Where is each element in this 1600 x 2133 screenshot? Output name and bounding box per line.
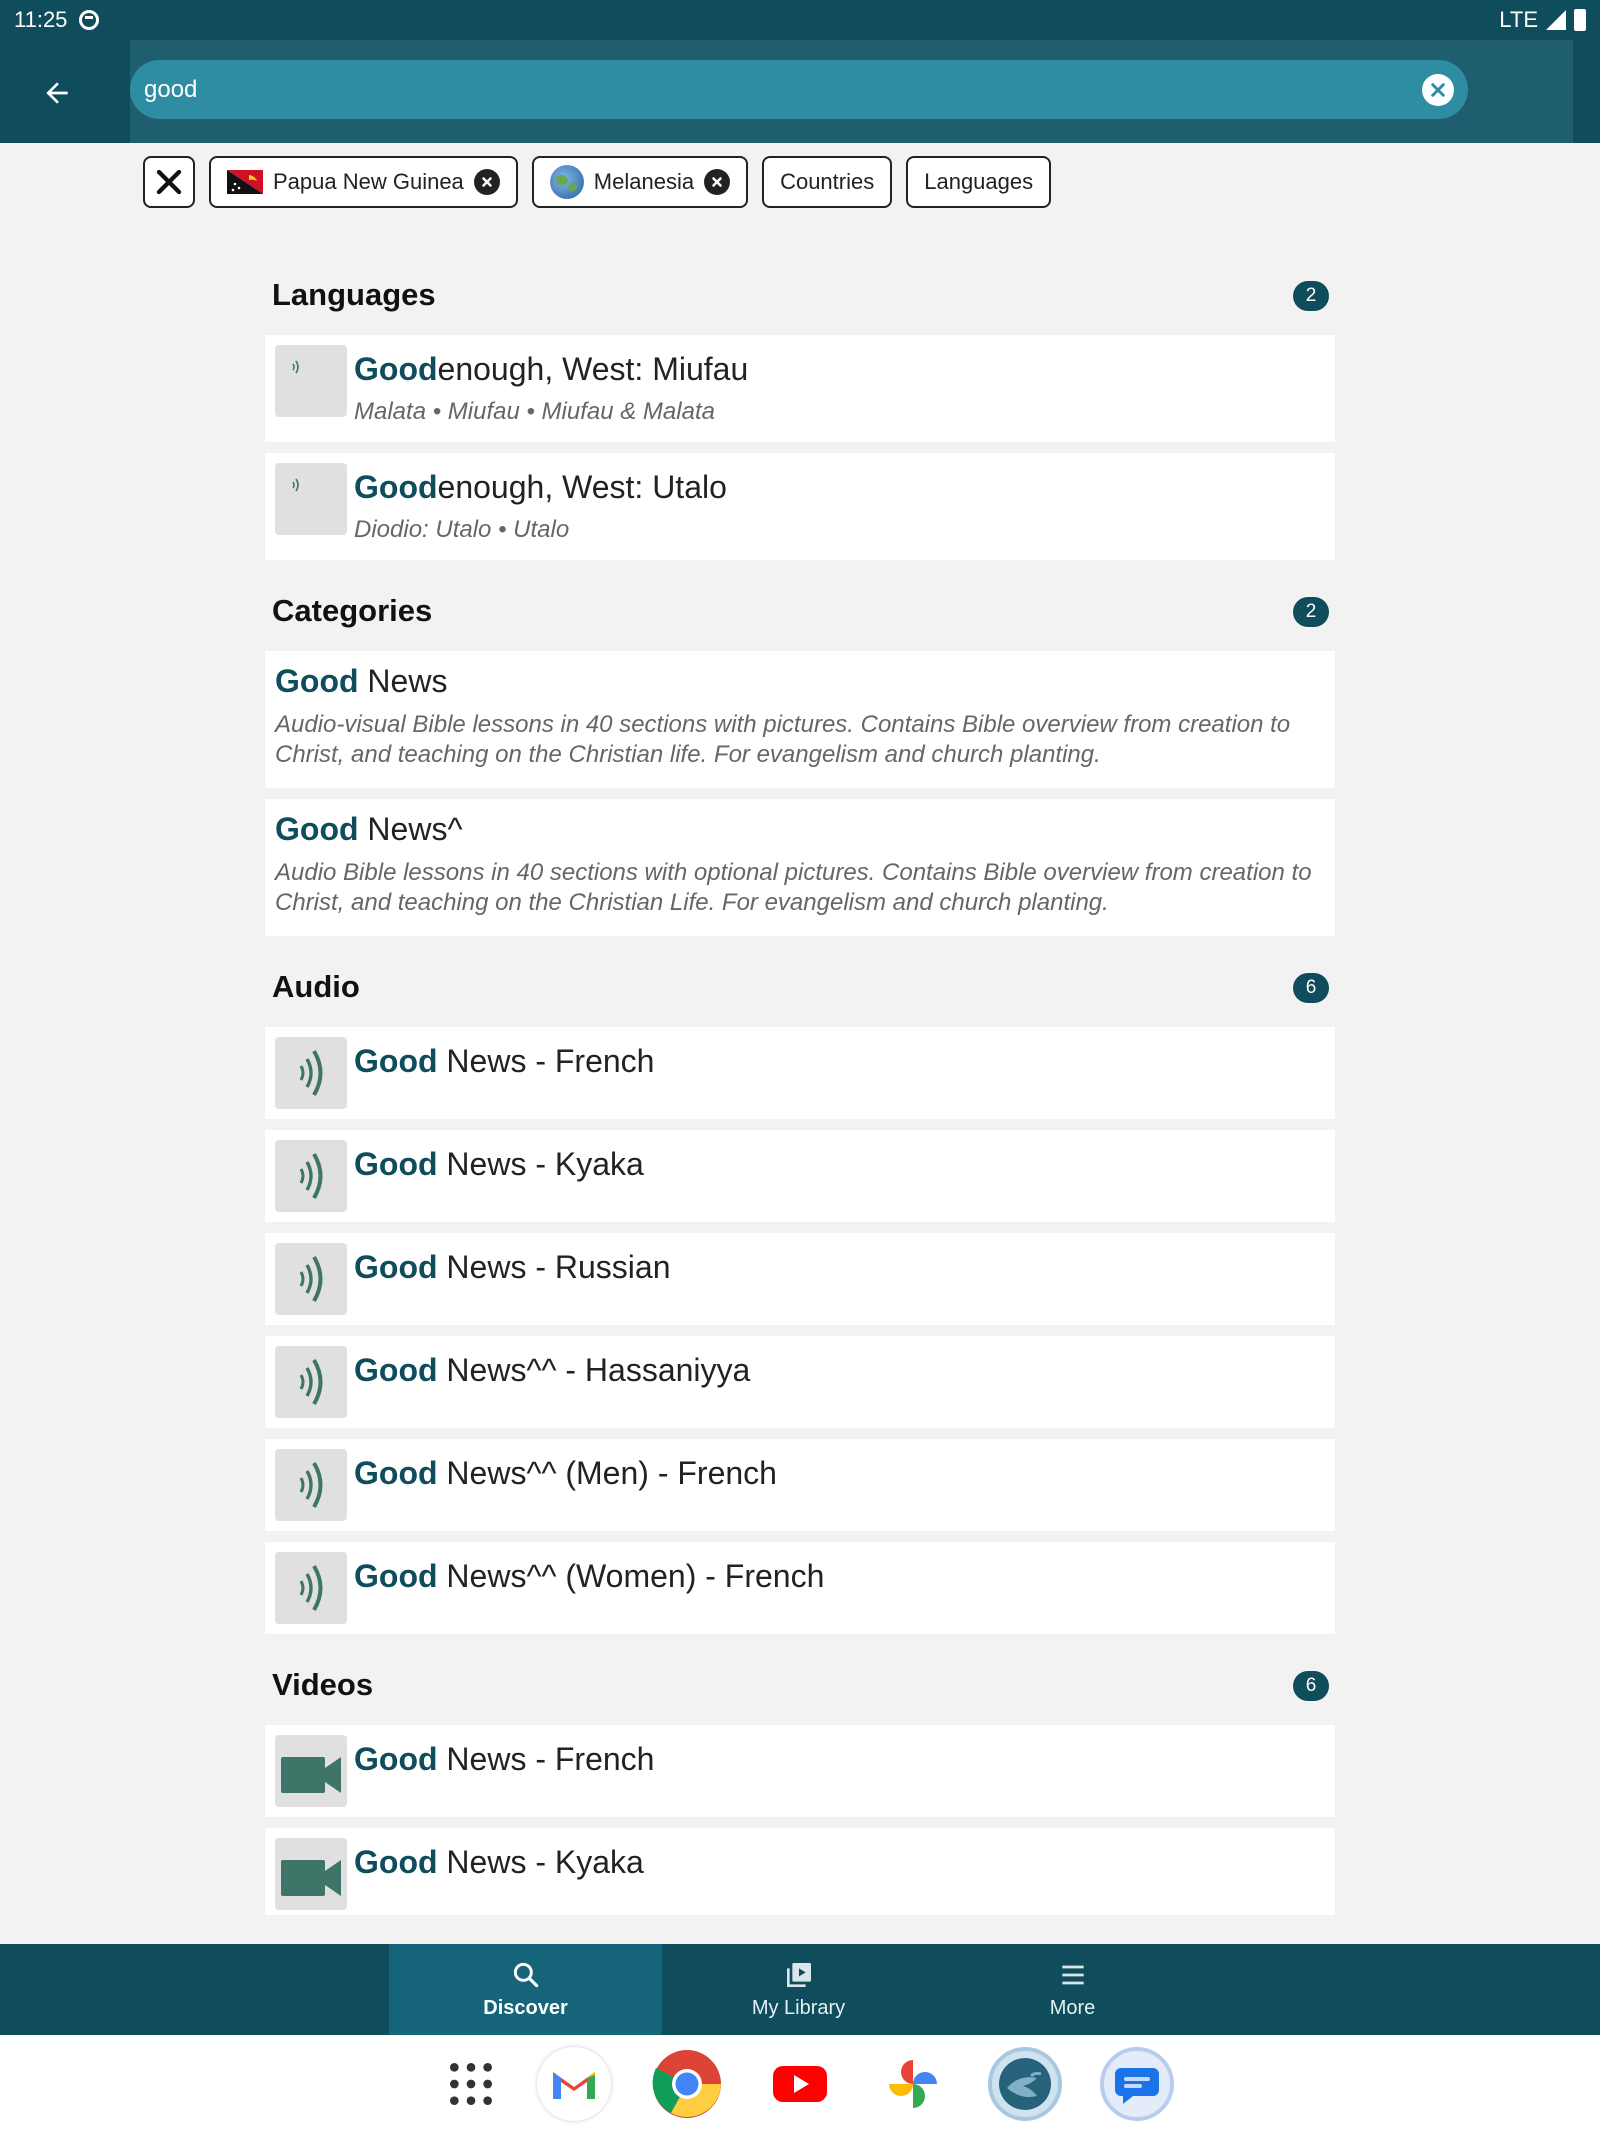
section-header-languages bbox=[265, 255, 1335, 335]
media-thumbnail bbox=[275, 1735, 347, 1807]
status-bar bbox=[0, 0, 1600, 40]
photos-icon[interactable] bbox=[876, 2047, 950, 2121]
result-title: Goodenough, West: Miufau bbox=[354, 351, 749, 387]
arrow-left-icon bbox=[41, 77, 73, 109]
nav-discover[interactable] bbox=[389, 1944, 662, 2035]
category-result[interactable] bbox=[265, 799, 1335, 936]
audio-wave-icon bbox=[285, 355, 309, 379]
video-result[interactable] bbox=[265, 1725, 1335, 1817]
nav-label: Discover bbox=[483, 1997, 568, 2019]
media-thumbnail bbox=[275, 1838, 347, 1910]
result-title: Good News - Kyaka bbox=[354, 1844, 644, 1880]
audio-result[interactable] bbox=[265, 1233, 1335, 1325]
app-dock bbox=[0, 2035, 1600, 2133]
result-description: Audio-visual Bible lessons in 40 sections with pictures. Contains Bible overview from creation to Christ, and teaching on the Christian life. For evangelism and church planting. bbox=[275, 711, 1291, 768]
audio-wave-icon bbox=[275, 1037, 347, 1109]
audio-wave-icon bbox=[275, 1346, 347, 1418]
chip-label: Languages bbox=[924, 169, 1034, 194]
language-thumbnail bbox=[275, 463, 347, 535]
section-header-categories bbox=[265, 571, 1335, 651]
app-bar bbox=[0, 40, 1600, 143]
library-icon bbox=[783, 1959, 815, 1991]
close-icon bbox=[481, 176, 493, 188]
section-header-videos bbox=[265, 1645, 1335, 1725]
chip-melanesia[interactable] bbox=[532, 156, 748, 208]
count-badge: 6 bbox=[1293, 1671, 1329, 1701]
language-result[interactable] bbox=[265, 453, 1335, 560]
signal-icon bbox=[1546, 10, 1566, 30]
nav-my-library[interactable] bbox=[662, 1944, 935, 2035]
media-thumbnail bbox=[275, 1449, 347, 1521]
video-result[interactable] bbox=[265, 1828, 1335, 1915]
audio-result[interactable] bbox=[265, 1027, 1335, 1119]
media-thumbnail bbox=[275, 1140, 347, 1212]
nav-label: More bbox=[1049, 1997, 1096, 2019]
category-result[interactable] bbox=[265, 651, 1335, 788]
png-flag-icon bbox=[227, 170, 263, 194]
messages-icon[interactable] bbox=[1100, 2047, 1174, 2121]
count-badge: 2 bbox=[1293, 597, 1329, 627]
result-title: Good News - Kyaka bbox=[354, 1146, 644, 1182]
chip-papua-new-guinea[interactable] bbox=[209, 156, 518, 208]
media-thumbnail bbox=[275, 1552, 347, 1624]
audio-wave-icon bbox=[275, 1243, 347, 1315]
section-title: Languages bbox=[272, 277, 436, 312]
nav-more[interactable] bbox=[936, 1944, 1209, 2035]
globe-icon bbox=[550, 165, 584, 199]
chip-label: Papua New Guinea bbox=[273, 169, 464, 194]
count-badge: 2 bbox=[1293, 281, 1329, 311]
chip-languages[interactable] bbox=[906, 156, 1051, 208]
result-subtitle: Diodio: Utalo • Utalo bbox=[354, 516, 570, 543]
app-drawer-icon[interactable] bbox=[434, 2047, 508, 2121]
menu-icon bbox=[1057, 1959, 1089, 1991]
back-button[interactable] bbox=[32, 68, 82, 118]
section-title: Audio bbox=[272, 969, 360, 1004]
language-result[interactable] bbox=[265, 335, 1335, 442]
chip-label: Melanesia bbox=[593, 169, 695, 194]
search-field[interactable] bbox=[130, 60, 1468, 119]
language-thumbnail bbox=[275, 345, 347, 417]
audio-result[interactable] bbox=[265, 1130, 1335, 1222]
filter-chips bbox=[143, 156, 1051, 208]
close-icon bbox=[711, 176, 723, 188]
audio-result[interactable] bbox=[265, 1439, 1335, 1531]
nav-label: My Library bbox=[751, 1997, 846, 2019]
count-badge: 6 bbox=[1293, 973, 1329, 1003]
battery-icon bbox=[1574, 9, 1586, 31]
section-title: Videos bbox=[272, 1667, 374, 1702]
media-thumbnail bbox=[275, 1243, 347, 1315]
audio-result[interactable] bbox=[265, 1542, 1335, 1634]
result-title: Good News - French bbox=[354, 1043, 655, 1079]
search-results bbox=[265, 255, 1335, 1915]
result-title: Good News^^ (Women) - French bbox=[354, 1558, 825, 1594]
chip-countries[interactable] bbox=[762, 156, 892, 208]
media-thumbnail bbox=[275, 1346, 347, 1418]
section-header-audio bbox=[265, 947, 1335, 1027]
clear-filters-button[interactable] bbox=[143, 156, 195, 208]
result-title: Good News - French bbox=[354, 1741, 655, 1777]
audio-result[interactable] bbox=[265, 1336, 1335, 1428]
chrome-icon[interactable] bbox=[650, 2047, 724, 2121]
audio-list bbox=[265, 1027, 1335, 1634]
bottom-navigation bbox=[0, 1944, 1600, 2035]
globalrecordings-icon[interactable] bbox=[988, 2047, 1062, 2121]
result-title: Good News^^ - Hassaniyya bbox=[354, 1352, 751, 1388]
remove-chip-button[interactable] bbox=[704, 169, 730, 195]
result-title: Good News^ bbox=[275, 811, 463, 847]
result-title: Good News bbox=[275, 663, 448, 699]
video-camera-icon bbox=[275, 1838, 347, 1910]
result-title: Good News - Russian bbox=[354, 1249, 671, 1285]
section-title: Categories bbox=[272, 593, 433, 628]
result-title: Goodenough, West: Utalo bbox=[354, 469, 727, 505]
close-icon bbox=[154, 167, 184, 197]
result-description: Audio Bible lessons in 40 sections with optional pictures. Contains Bible overview from creation to Christ, and teaching on the Christian Life. For evangelism and church planting. bbox=[275, 859, 1312, 916]
search-bar bbox=[130, 40, 1573, 143]
youtube-icon[interactable] bbox=[763, 2047, 837, 2121]
video-camera-icon bbox=[275, 1735, 347, 1807]
audio-wave-icon bbox=[275, 1140, 347, 1212]
sync-icon bbox=[79, 10, 99, 30]
remove-chip-button[interactable] bbox=[474, 169, 500, 195]
video-list bbox=[265, 1725, 1335, 1915]
status-time: 11:25 bbox=[14, 7, 68, 32]
search-input[interactable] bbox=[144, 76, 1344, 104]
audio-wave-icon bbox=[275, 1552, 347, 1624]
audio-wave-icon bbox=[285, 473, 309, 497]
close-icon bbox=[1429, 81, 1447, 99]
result-subtitle: Malata • Miufau • Miufau & Malata bbox=[354, 398, 715, 425]
network-label: LTE bbox=[1499, 7, 1538, 32]
clear-search-button[interactable] bbox=[1422, 74, 1454, 106]
media-thumbnail bbox=[275, 1037, 347, 1109]
audio-wave-icon bbox=[275, 1449, 347, 1521]
gmail-icon[interactable] bbox=[537, 2047, 611, 2121]
chip-label: Countries bbox=[780, 169, 875, 194]
search-icon bbox=[510, 1959, 542, 1991]
result-title: Good News^^ (Men) - French bbox=[354, 1455, 777, 1491]
